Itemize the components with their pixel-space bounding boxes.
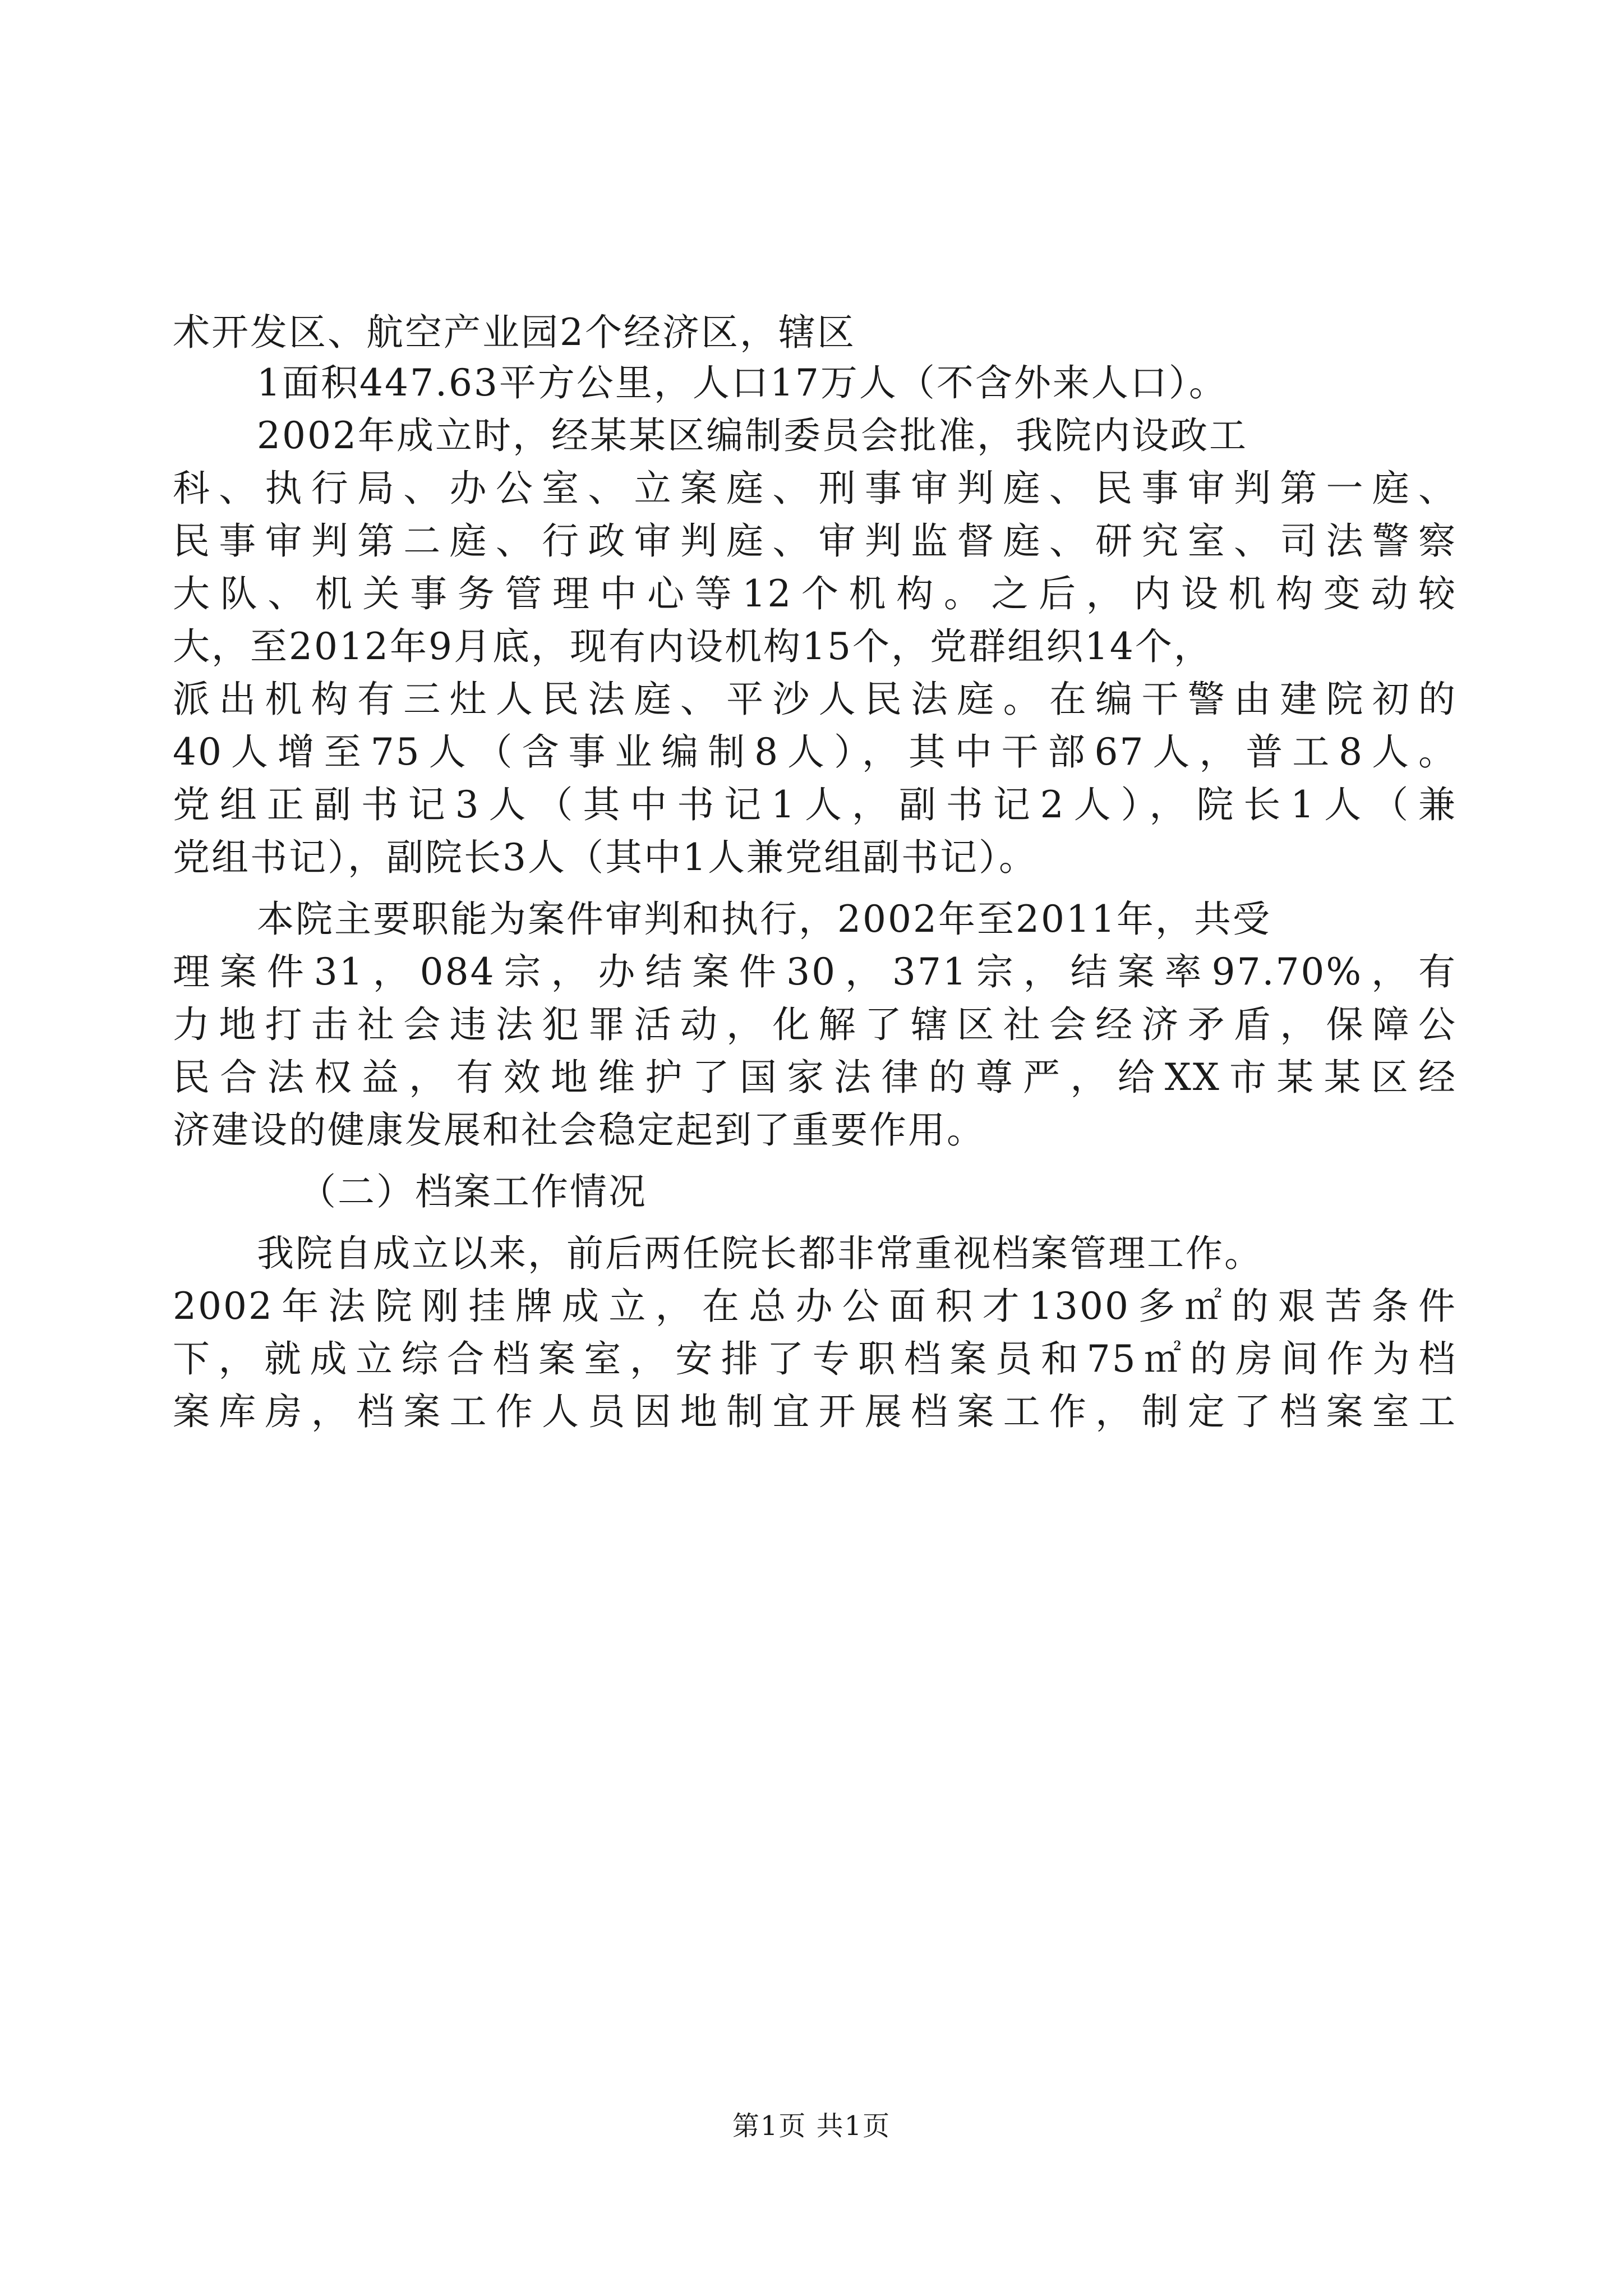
text-line: 理案件31，084宗，办结案件30，371宗，结案率97.70%，有 <box>173 950 1457 993</box>
paragraph-start-line: 我院自成立以来，前后两任院长都非常重视档案管理工作。 <box>257 1232 1263 1275</box>
text-line: 1面积447.63平方公里，人口17万人（不含外来人口）。 <box>257 361 1228 404</box>
paragraph-start-line: 2002年成立时，经某某区编制委员会批准，我院内设政工 <box>257 414 1248 457</box>
text-line: 党组书记），副院长3人（其中1人兼党组副书记）。 <box>173 836 1038 879</box>
text-line: 下，就成立综合档案室，安排了专职档案员和75㎡的房间作为档 <box>173 1337 1457 1381</box>
text-line: 民合法权益，有效地维护了国家法律的尊严，给XX市某某区经 <box>173 1056 1457 1099</box>
text-line: 2002年法院刚挂牌成立，在总办公面积才1300多㎡的艰苦条件 <box>173 1285 1457 1328</box>
text-line: 民事审判第二庭、行政审判庭、审判监督庭、研究室、司法警察 <box>173 519 1457 563</box>
text-line: 济建设的健康发展和社会稳定起到了重要作用。 <box>173 1108 985 1152</box>
text-line: 派出机构有三灶人民法庭、平沙人民法庭。在编干警由建院初的 <box>173 678 1457 721</box>
text-line: 力地打击社会违法犯罪活动，化解了辖区社会经济矛盾，保障公 <box>173 1003 1457 1046</box>
page-footer: 第1页 共1页 <box>732 2110 891 2142</box>
text-line: 案库房，档案工作人员因地制宜开展档案工作，制定了档案室工 <box>173 1390 1457 1433</box>
text-line: 党组正副书记3人（其中书记1人，副书记2人），院长1人（兼 <box>173 783 1457 826</box>
paragraph-start-line: 本院主要职能为案件审判和执行，2002年至2011年，共受 <box>257 898 1271 941</box>
text-line: 大，至2012年9月底，现有内设机构15个，党群组织14个， <box>173 625 1212 668</box>
text-line: 40人增至75人（含事业编制8人），其中干部67人，普工8人。 <box>173 730 1457 774</box>
text-line: 术开发区、航空产业园2个经济区，辖区 <box>173 311 856 354</box>
text-line: 科、执行局、办公室、立案庭、刑事审判庭、民事审判第一庭、 <box>173 467 1457 510</box>
text-line: 大队、机关事务管理中心等12个机构。之后，内设机构变动较 <box>173 572 1457 615</box>
section-heading: （二）档案工作情况 <box>299 1170 647 1213</box>
